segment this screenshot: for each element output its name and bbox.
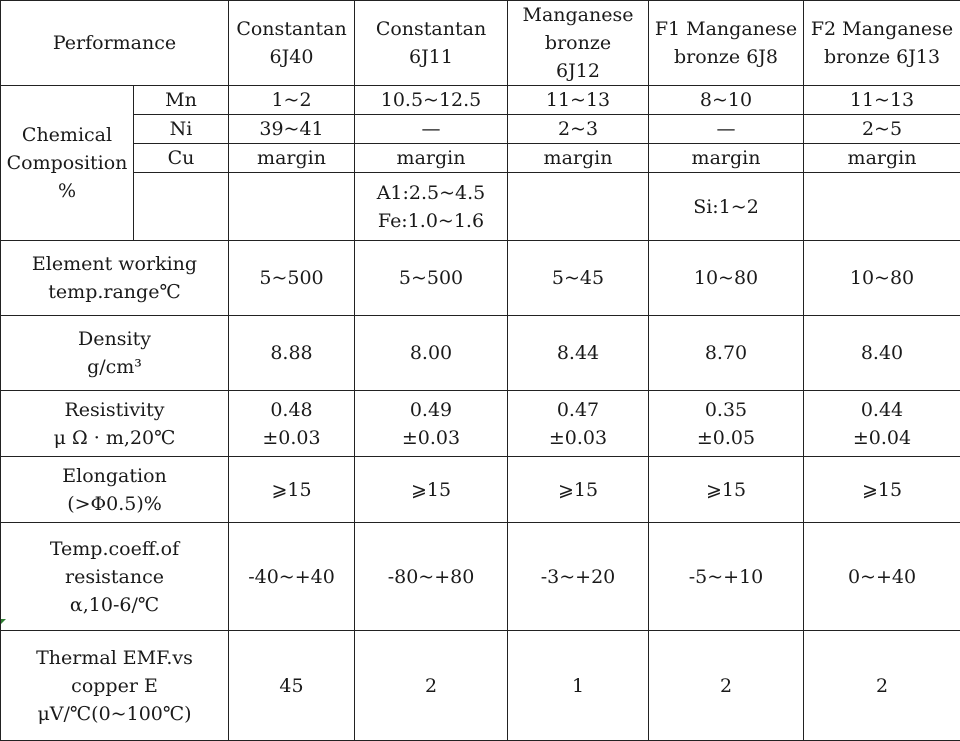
value-line: 0.49 (359, 396, 503, 424)
value-cell: -80~+80 (355, 523, 508, 631)
element-name-cu: Cu (134, 144, 229, 173)
chem-row-mn (1, 86, 960, 115)
value-line: ±0.04 (808, 424, 956, 452)
value-cell: ⩾15 (229, 457, 355, 523)
value-cell: 8.88 (229, 316, 355, 391)
performance-header: Performance (1, 1, 229, 86)
element-name-ni: Ni (134, 115, 229, 144)
value-cell (355, 173, 508, 241)
value-cell (804, 391, 960, 457)
value-line: ±0.03 (233, 424, 350, 452)
chemical-composition-label: Chemical Composition % (1, 86, 134, 241)
value-line: 0.48 (233, 396, 350, 424)
value-cell: 11~13 (804, 86, 960, 115)
row-resistivity (1, 391, 960, 457)
alloy-header-6j8: F1 Manganese bronze 6J8 (649, 1, 804, 86)
row-label-density: Density g/cm³ (1, 316, 229, 391)
value-cell: 1 (508, 631, 649, 741)
row-label-resistivity: Resistivity μ Ω · m,20℃ (1, 391, 229, 457)
value-cell: 1~2 (229, 86, 355, 115)
value-cell (649, 391, 804, 457)
value-cell: 8.70 (649, 316, 804, 391)
value-cell: margin (508, 144, 649, 173)
value-cell: 8.44 (508, 316, 649, 391)
value-cell: 8.40 (804, 316, 960, 391)
alloy-header-6j11: Constantan 6J11 (355, 1, 508, 86)
element-name-mn: Mn (134, 86, 229, 115)
table-header-row (1, 1, 960, 86)
value-cell: ⩾15 (804, 457, 960, 523)
value-cell (649, 173, 804, 241)
row-elongation (1, 457, 960, 523)
chem-row-cu (1, 144, 960, 173)
alloy-header-6j13: F2 Manganese bronze 6J13 (804, 1, 960, 86)
value-cell: -3~+20 (508, 523, 649, 631)
value-cell (355, 391, 508, 457)
row-temp-coeff (1, 523, 960, 631)
element-name-other (134, 173, 229, 241)
value-cell (508, 173, 649, 241)
value-cell: 11~13 (508, 86, 649, 115)
row-density (1, 316, 960, 391)
value-cell (508, 391, 649, 457)
value-cell: 8~10 (649, 86, 804, 115)
alloy-header-6j12: Manganese bronze 6J12 (508, 1, 649, 86)
row-label-elongation: Elongation (>Φ0.5)% (1, 457, 229, 523)
chem-row-other (1, 173, 960, 241)
value-cell (229, 391, 355, 457)
value-line: 0.47 (512, 396, 644, 424)
value-cell: 0~+40 (804, 523, 960, 631)
chem-row-ni (1, 115, 960, 144)
value-line: ±0.03 (512, 424, 644, 452)
value-line: A1:2.5~4.5 (359, 179, 503, 207)
value-cell: — (355, 115, 508, 144)
value-line: ±0.05 (653, 424, 799, 452)
value-cell: 2 (649, 631, 804, 741)
value-cell: ⩾15 (355, 457, 508, 523)
value-cell: ⩾15 (649, 457, 804, 523)
value-cell: 5~500 (355, 241, 508, 316)
alloy-header-6j40: Constantan 6J40 (229, 1, 355, 86)
value-line: ±0.03 (359, 424, 503, 452)
value-cell: margin (355, 144, 508, 173)
value-cell: 2 (355, 631, 508, 741)
value-cell: 45 (229, 631, 355, 741)
row-thermal-emf (1, 631, 960, 741)
value-cell: 10~80 (804, 241, 960, 316)
value-cell: 2 (804, 631, 960, 741)
value-line: Si:1~2 (653, 193, 799, 221)
value-cell: 39~41 (229, 115, 355, 144)
value-cell (804, 173, 960, 241)
value-cell: 5~500 (229, 241, 355, 316)
value-cell: 10~80 (649, 241, 804, 316)
row-label-thermal-emf: Thermal EMF.vs copper E μV/℃(0~100℃) (1, 631, 229, 741)
value-cell: margin (804, 144, 960, 173)
value-cell: margin (229, 144, 355, 173)
row-label-temp-coeff: Temp.coeff.of resistance α,10-6/℃ (1, 523, 229, 631)
row-label-working-temp: Element working temp.range℃ (1, 241, 229, 316)
value-cell: margin (649, 144, 804, 173)
value-cell (229, 173, 355, 241)
value-line: 0.44 (808, 396, 956, 424)
value-cell: — (649, 115, 804, 144)
value-cell: 2~3 (508, 115, 649, 144)
value-cell: ⩾15 (508, 457, 649, 523)
value-line: 0.35 (653, 396, 799, 424)
value-line: Fe:1.0~1.6 (359, 207, 503, 235)
value-cell: -40~+40 (229, 523, 355, 631)
value-cell: 10.5~12.5 (355, 86, 508, 115)
value-cell: 2~5 (804, 115, 960, 144)
value-cell: 8.00 (355, 316, 508, 391)
value-cell: -5~+10 (649, 523, 804, 631)
value-cell: 5~45 (508, 241, 649, 316)
row-working-temp (1, 241, 960, 316)
